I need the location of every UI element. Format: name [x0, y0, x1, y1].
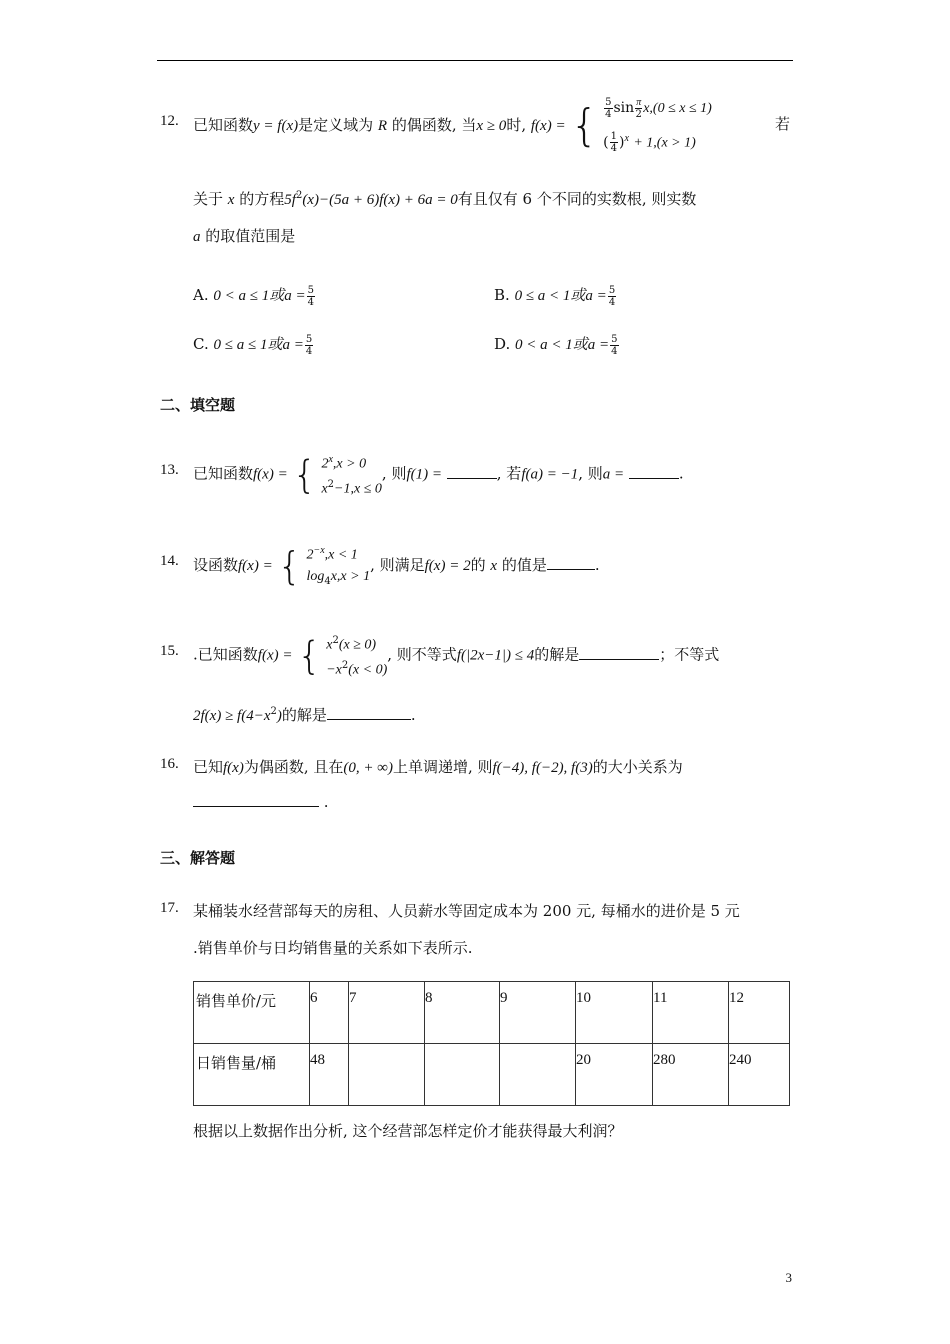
q12-shi: 时,: [506, 115, 527, 134]
page-number: 3: [785, 1270, 792, 1285]
q16-line1: 已知f(x)为偶函数, 且在(0, + ∞)上单调递增, 则f(−4), f(−2), f(3)的大小关系为: [193, 758, 683, 776]
table-cell: 9: [500, 982, 576, 1044]
q12-case2: ( $\frac{1}{4}$ )$^x$ + 1,(x > 1): [603, 131, 696, 155]
table-row: [194, 1044, 790, 1106]
q15-cases: [326, 631, 387, 680]
table-cell: [349, 1044, 425, 1106]
q12-option-c[interactable]: C. 0 ≤ a ≤ 1或a = $\frac{5}{4}$: [193, 333, 313, 357]
table-cell: 11: [653, 982, 729, 1044]
q12-case1: $\frac{5}{4}$ sin $\frac{\pi}{2}$ x,(0 ≤ x ≤ 1): [605, 96, 712, 120]
table-cell: 10: [576, 982, 653, 1044]
q12-case1-coef: $\frac{5}{4}$: [605, 96, 612, 120]
q12-number: 12.: [160, 113, 179, 129]
table-cell: 20: [576, 1044, 653, 1106]
q17-line2: .销售单价与日均销售量的关系如下表所示.: [193, 939, 473, 957]
q12-option-b[interactable]: B. 0 ≤ a < 1或a = $\frac{5}{4}$: [494, 284, 616, 308]
table-cell: 6: [310, 982, 349, 1044]
q16-number: 16.: [160, 756, 179, 772]
q15-brace: {: [297, 633, 322, 678]
q17-line1: 某桶装水经营部每天的房租、人员薪水等固定成本为 200 元, 每桶水的进价是 5 元: [193, 902, 740, 920]
q14-number: 14.: [160, 553, 179, 569]
q15-case1: $x^2(x \ge 0)$: [326, 635, 377, 653]
q12-ruo: 若: [775, 115, 791, 133]
table-cell: 8: [425, 982, 500, 1044]
q12-y-eq: y = f(x): [253, 117, 299, 134]
q12-line1: [193, 93, 712, 159]
q13-blank-2[interactable]: [629, 478, 679, 479]
table-cell: 7: [349, 982, 425, 1044]
q17-number: 17.: [160, 900, 179, 916]
table-cell: 280: [653, 1044, 729, 1106]
q13-line: 已知函数f(x) = { $2^x,x > 0$ $x^2-1,x \le 0$ , 则f(1) = , 若f(a) = −1, 则a = .: [193, 450, 684, 499]
q16-line2: .: [193, 793, 329, 811]
q14-blank[interactable]: [547, 569, 595, 570]
q14-case1: $2^{-x},x < 1$: [306, 545, 358, 563]
q13-brace: {: [292, 452, 317, 497]
table-cell: [425, 1044, 500, 1106]
q14-brace: {: [277, 544, 302, 589]
q15-blank-1[interactable]: [579, 659, 659, 660]
q12-domain-R: R: [377, 117, 388, 134]
q12-even-text: 的偶函数, 当: [391, 115, 477, 134]
q12-line2: 关于 x 的方程$5f^2(x)-(5a + 6)f(x) + 6a = 0$有且仅有 6 个不同的实数根, 则实数: [193, 190, 697, 208]
table-cell: 12: [729, 982, 790, 1044]
q12-option-d[interactable]: D. 0 < a < 1或a = $\frac{5}{4}$: [494, 333, 618, 357]
table-header-cell: 日销售量/桶: [194, 1044, 310, 1106]
q13-blank-1[interactable]: [447, 478, 497, 479]
q12-cases: [603, 93, 712, 159]
price-sales-table: [193, 981, 790, 1106]
q12-fx: f(x) =: [530, 117, 566, 134]
table-cell: 48: [310, 1044, 349, 1106]
q12-option-a[interactable]: A. 0 < a ≤ 1或a = $\frac{5}{4}$: [193, 284, 314, 308]
q14-case2: $\log_4x,x > 1$: [306, 568, 371, 587]
table-cell: [500, 1044, 576, 1106]
q14-line: 设函数f(x) = { $2^{-x},x < 1$ $\log_4x,x > 1$ , 则满足f(x) = 2的 x 的值是 .: [193, 541, 600, 591]
table-header-cell: 销售单价/元: [194, 982, 310, 1044]
q13-case2: $x^2-1,x \le 0$: [321, 478, 382, 497]
q16-blank[interactable]: [193, 806, 319, 807]
q12-brace: {: [570, 99, 599, 151]
q12-mid: 是定义域为: [298, 115, 374, 134]
header-rule: [157, 60, 793, 61]
section-fill-in-heading: 二、填空题: [160, 396, 236, 414]
table-cell: 240: [729, 1044, 790, 1106]
q12-case2-frac: $\frac{1}{4}$: [610, 131, 617, 155]
q15-case2: $-x^2(x < 0)$: [326, 659, 388, 678]
q13-number: 13.: [160, 462, 179, 478]
q15-line1: .已知函数f(x) = { $x^2(x \ge 0)$ $-x^2(x < 0)$ , 则不等式f(|2x−1|) ≤ 4的解是 ；不等式: [193, 631, 719, 680]
table-row: [194, 982, 790, 1044]
q12-line3: a 的取值范围是: [193, 227, 296, 245]
q17-question: 根据以上数据作出分析, 这个经营部怎样定价才能获得最大利润？: [193, 1122, 623, 1140]
section-answer-heading: 三、解答题: [160, 849, 236, 867]
q12-case1-pi: $\frac{\pi}{2}$: [635, 96, 642, 120]
q13-cases: [321, 450, 381, 499]
q14-cases: [306, 541, 370, 591]
q15-line2: $2f(x) \ge f(4-x^2)$的解是 .: [193, 706, 416, 724]
q15-number: 15.: [160, 643, 179, 659]
q12-cond: x ≥ 0: [476, 117, 507, 134]
q13-case1: $2^x,x > 0$: [321, 454, 367, 472]
q15-blank-2[interactable]: [327, 719, 411, 720]
q12-lead: 已知函数: [193, 115, 254, 134]
